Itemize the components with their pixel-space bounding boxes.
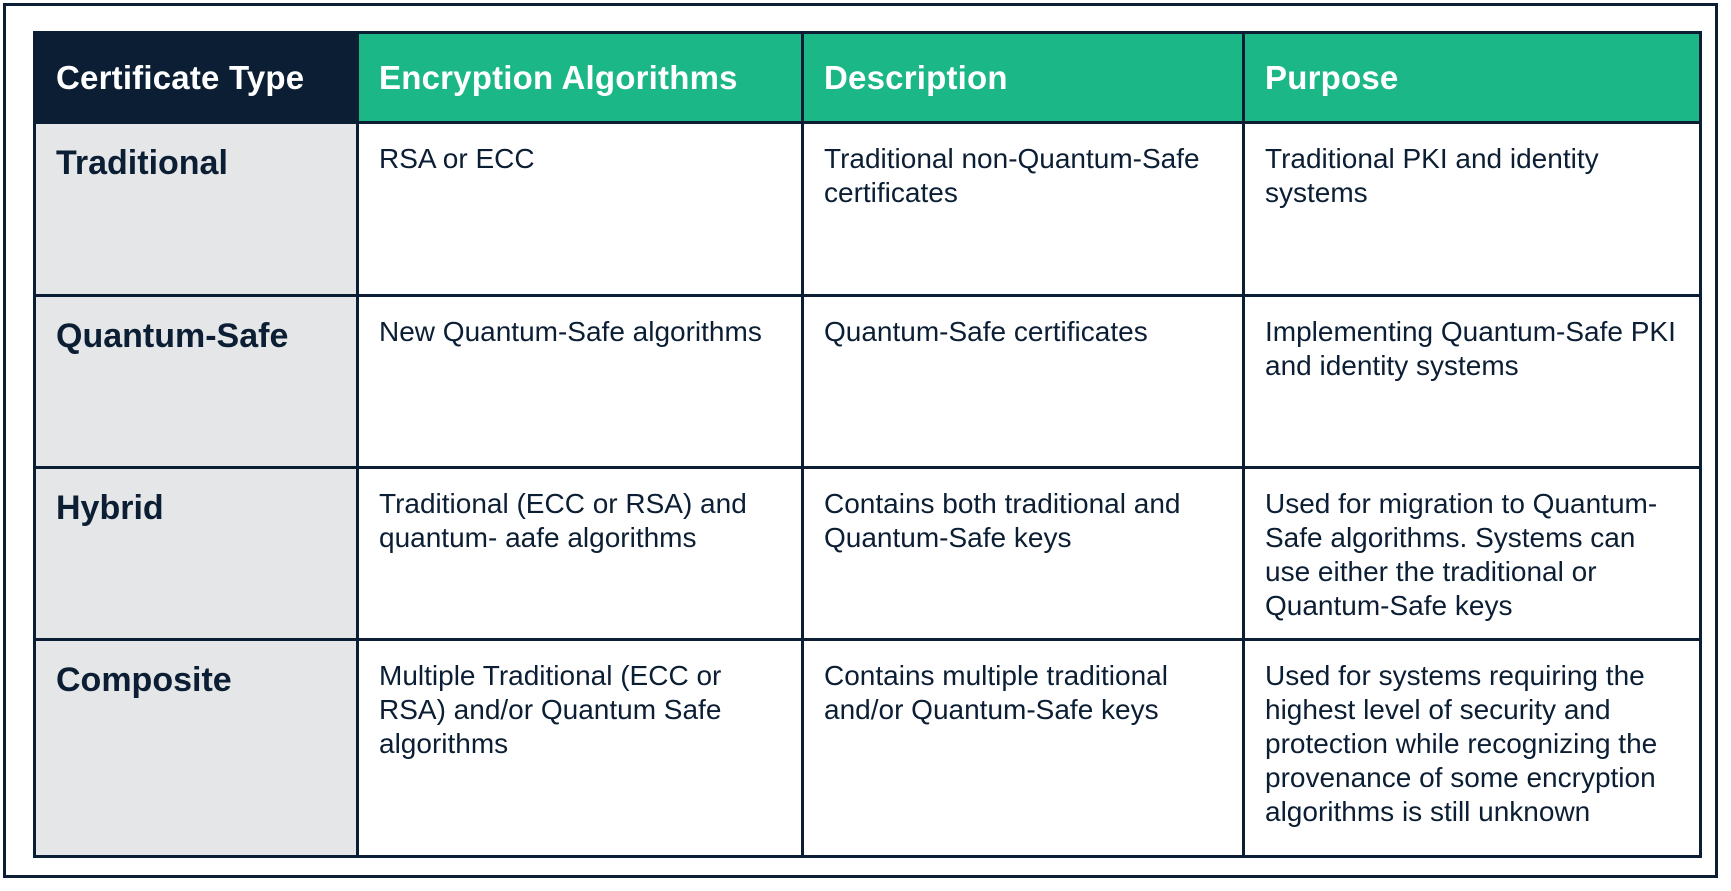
algorithms-cell: New Quantum-Safe algorithms <box>358 296 803 468</box>
table-row <box>35 296 1701 468</box>
purpose-cell: Used for migration to Quantum-Safe algorithms. Systems can use either the traditional or Quantum-Safe keys <box>1244 468 1701 640</box>
algorithms-cell: Traditional (ECC or RSA) and quantum- aafe algorithms <box>358 468 803 640</box>
purpose-cell: Used for systems requiring the highest level of security and protection while recognizing the provenance of some encryption algorithms is still unknown <box>1244 640 1701 857</box>
table-row <box>35 468 1701 640</box>
algorithms-cell: RSA or ECC <box>358 123 803 296</box>
certificate-type-cell: Quantum-Safe <box>35 296 358 468</box>
table-row <box>35 640 1701 857</box>
description-cell: Quantum-Safe certificates <box>803 296 1244 468</box>
certificate-type-cell: Hybrid <box>35 468 358 640</box>
header-purpose: Purpose <box>1244 33 1701 123</box>
table-header-row <box>35 33 1701 123</box>
purpose-cell: Traditional PKI and identity systems <box>1244 123 1701 296</box>
header-description: Description <box>803 33 1244 123</box>
header-certificate-type: Certificate Type <box>35 33 358 123</box>
certificate-type-cell: Composite <box>35 640 358 857</box>
algorithms-cell: Multiple Traditional (ECC or RSA) and/or Quantum Safe algorithms <box>358 640 803 857</box>
description-cell: Contains multiple traditional and/or Quantum-Safe keys <box>803 640 1244 857</box>
description-cell: Traditional non-Quantum-Safe certificates <box>803 123 1244 296</box>
certificate-type-cell: Traditional <box>35 123 358 296</box>
table-row <box>35 123 1701 296</box>
header-encryption-algorithms: Encryption Algorithms <box>358 33 803 123</box>
certificate-types-table <box>33 31 1702 858</box>
description-cell: Contains both traditional and Quantum-Safe keys <box>803 468 1244 640</box>
purpose-cell: Implementing Quantum-Safe PKI and identity systems <box>1244 296 1701 468</box>
